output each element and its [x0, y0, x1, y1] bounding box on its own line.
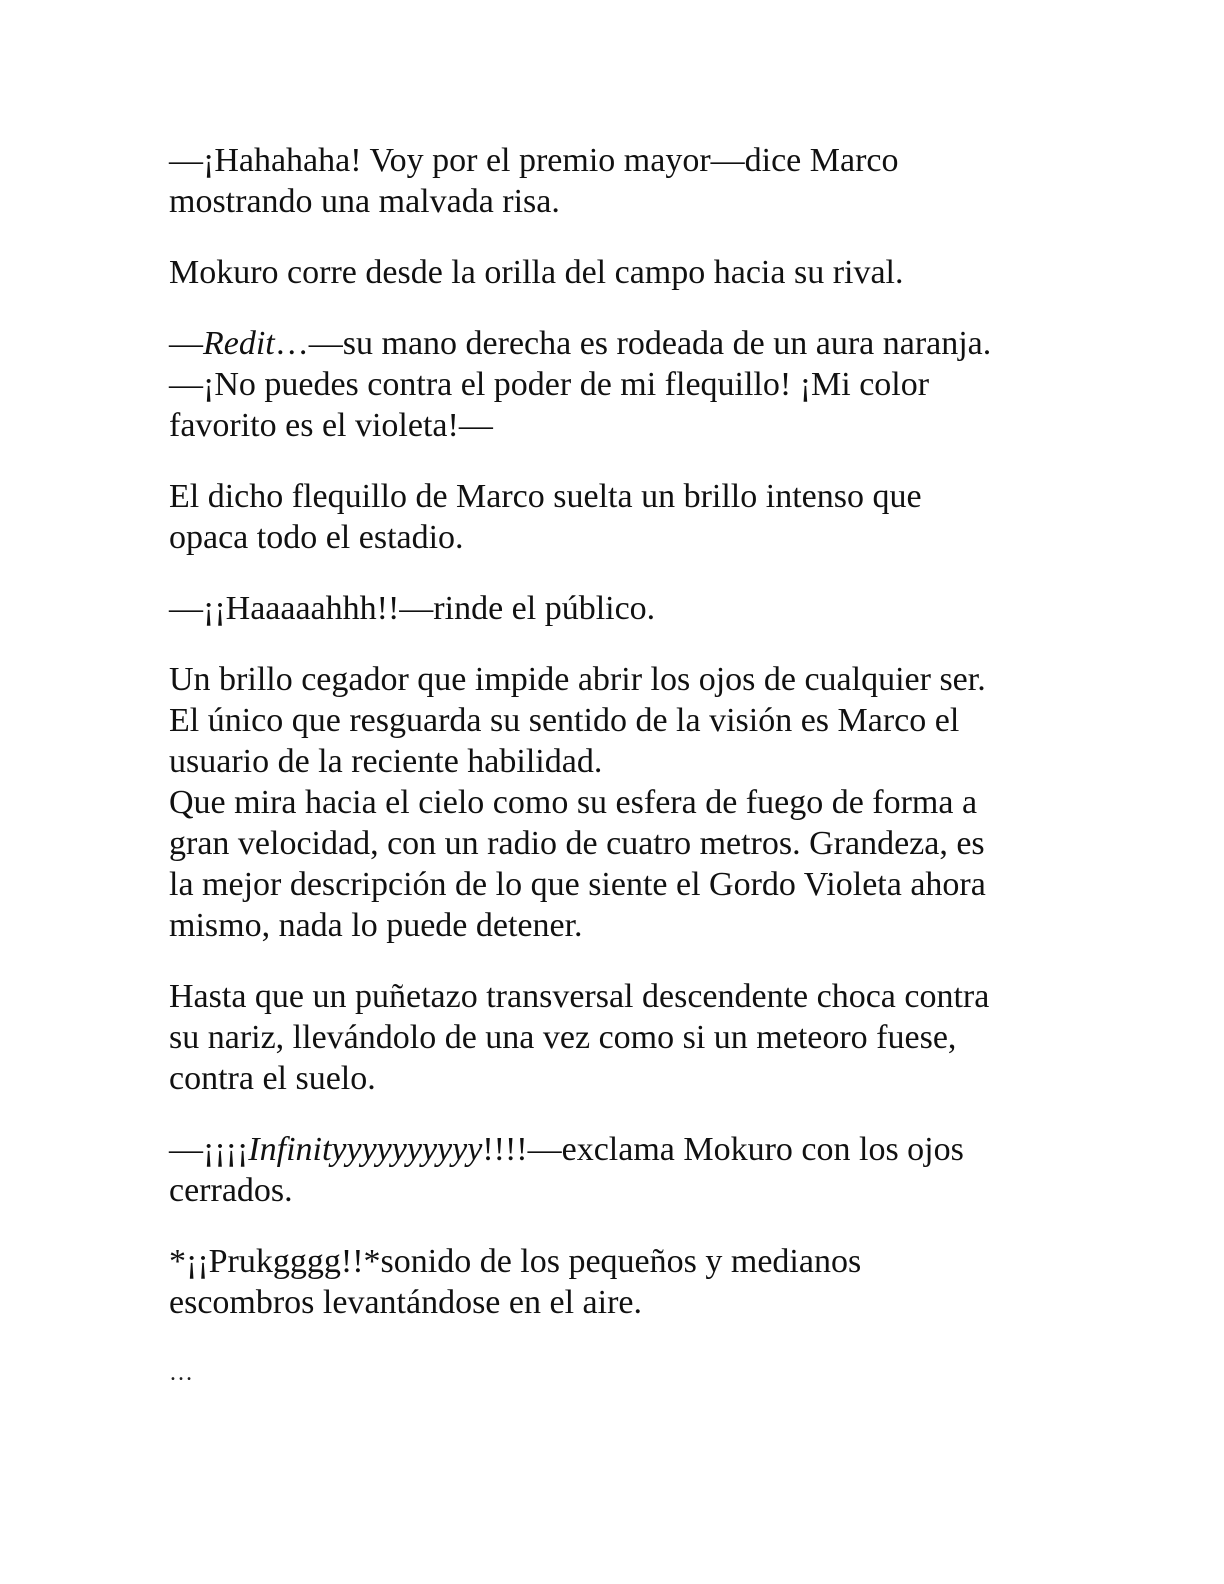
text-line	[169, 140, 1049, 181]
text-line	[169, 1282, 1049, 1323]
text-line	[169, 905, 1049, 946]
text-segment: El único que resguarda su sentido de la visión es Marco el	[169, 702, 960, 739]
text-line	[169, 181, 1049, 222]
text-segment: Hasta que un puñetazo transversal descendente choca contra	[169, 978, 990, 1015]
text-segment: su nariz, llevándolo de una vez como si un meteoro fuese,	[169, 1019, 957, 1056]
text-segment: escombros levantándose en el aire.	[169, 1284, 642, 1321]
paragraph	[169, 659, 1049, 946]
text-line	[169, 700, 1049, 741]
text-segment: El dicho flequillo de Marco suelta un brillo intenso que	[169, 478, 922, 515]
text-segment: —¡¡¡¡	[169, 1131, 249, 1168]
text-line	[169, 252, 1049, 293]
paragraph	[169, 588, 1049, 629]
text-segment: —¡No puedes contra el poder de mi flequillo! ¡Mi color	[169, 366, 930, 403]
text-line	[169, 823, 1049, 864]
paragraph	[169, 252, 1049, 293]
text-segment: Un brillo cegador que impide abrir los ojos de cualquier ser.	[169, 661, 986, 698]
text-line	[169, 782, 1049, 823]
text-line	[169, 1170, 1049, 1211]
text-segment: usuario de la reciente habilidad.	[169, 743, 603, 780]
text-segment: —¡¡Haaaaahhh!!—rinde el público.	[169, 590, 656, 627]
text-line	[169, 1017, 1049, 1058]
text-line	[169, 1241, 1049, 1282]
text-segment: !!!!—exclama Mokuro con los ojos	[482, 1131, 964, 1168]
text-line	[169, 517, 1049, 558]
paragraph	[169, 323, 1049, 446]
text-segment: contra el suelo.	[169, 1060, 376, 1097]
text-segment: mostrando una malvada risa.	[169, 183, 560, 220]
text-segment: …—su mano derecha es rodeada de un aura naranja.	[274, 325, 992, 362]
text-line	[169, 405, 1049, 446]
text-segment: la mejor descripción de lo que siente el Gordo Violeta ahora	[169, 866, 986, 903]
text-line	[169, 1129, 1049, 1170]
paragraph	[169, 1241, 1049, 1323]
text-line	[169, 364, 1049, 405]
text-segment: …	[169, 1360, 195, 1386]
text-line	[169, 1058, 1049, 1099]
text-line	[169, 864, 1049, 905]
paragraph	[169, 476, 1049, 558]
text-segment: cerrados.	[169, 1172, 293, 1209]
text-line	[169, 659, 1049, 700]
text-segment: gran velocidad, con un radio de cuatro metros. Grandeza, es	[169, 825, 985, 862]
italic-text-segment: Infinityyyyyyyyyy	[248, 1131, 483, 1168]
text-segment: Mokuro corre desde la orilla del campo hacia su rival.	[169, 254, 904, 291]
text-segment: opaca todo el estadio.	[169, 519, 464, 556]
ellipsis-marker	[169, 1353, 1049, 1394]
text-line	[169, 588, 1049, 629]
paragraph	[169, 140, 1049, 222]
text-line	[169, 976, 1049, 1017]
text-segment: Que mira hacia el cielo como su esfera de fuego de forma a	[169, 784, 978, 821]
paragraph	[169, 976, 1049, 1099]
text-line	[169, 741, 1049, 782]
paragraph	[169, 1129, 1049, 1211]
text-segment: mismo, nada lo puede detener.	[169, 907, 583, 944]
text-segment: favorito es el violeta!—	[169, 407, 493, 444]
text-segment: —¡Hahahaha! Voy por el premio mayor—dice Marco	[169, 142, 899, 179]
text-line	[169, 323, 1049, 364]
text-line	[169, 476, 1049, 517]
text-segment: —	[169, 325, 203, 362]
text-line	[169, 1353, 1049, 1394]
body-text	[169, 140, 1049, 1424]
italic-text-segment: Redit	[203, 325, 275, 362]
text-segment: *¡¡Prukgggg!!*sonido de los pequeños y medianos	[169, 1243, 862, 1280]
